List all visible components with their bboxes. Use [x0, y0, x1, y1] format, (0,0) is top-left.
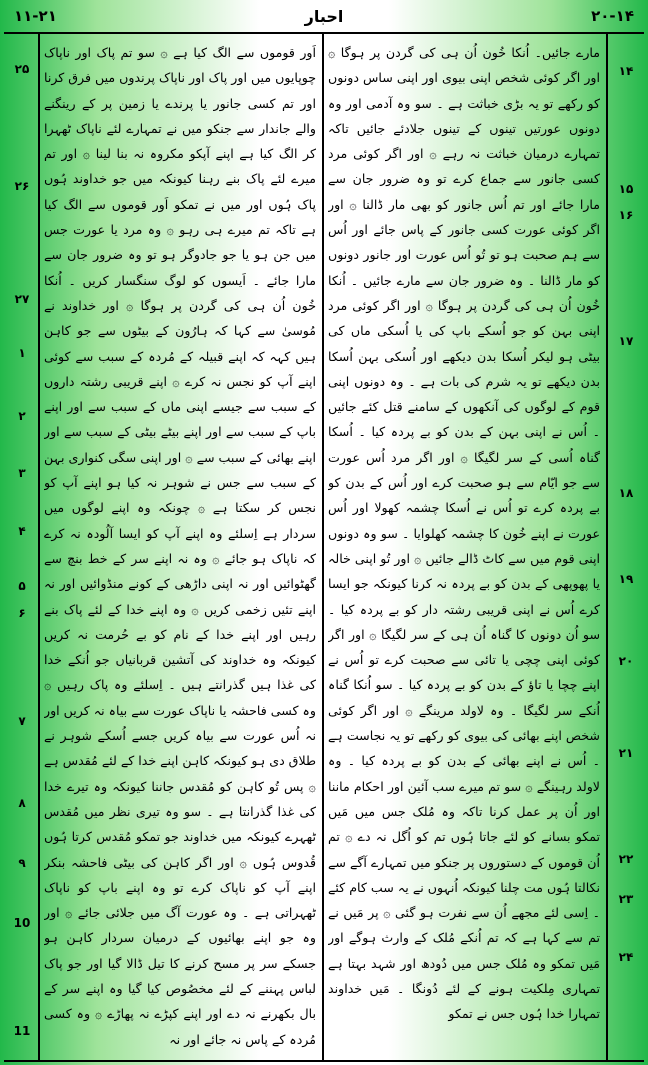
verse-text: اور اگر کوئی شخص اپنے بھائی کی بیوی کو رکھے تو یہ نجاست ہے ۔ اُس نے اپنے بھائی کے بدن کو بے پردہ کیا ۔ وہ لاولد رہینگے ۞ [328, 702, 600, 794]
right-chapter-reference: ۲۰-۱۴ [591, 7, 634, 25]
right-text-column [328, 40, 600, 1058]
verse-number: ۸ [18, 796, 26, 810]
verse-text: اور خداوند نے مُوسیٰ سے کہا کہ ہارُون کے بیٹوں سے جو کاہن ہیں کہہ کہ اپنے قبیلہ کے مُردہ کے سبب سے کوئی اپنے آپ کو نجس نہ کرے ۞ [44, 297, 316, 389]
verse-number: ۱۵ [618, 182, 634, 196]
verse-number: ۱۴ [618, 64, 634, 78]
verse-number: ۱۷ [618, 334, 634, 348]
verse-number: ۲۲ [618, 852, 634, 866]
verse-number: ۷ [18, 714, 26, 728]
verse-text: سو تم میرے سب آئین اور احکام ماننا اور اُن پر عمل کرنا تاکہ وہ مُلک جس میں مَیں تمکو بسانے کو لئے جاتا ہُوں تم کو اُگل نہ دے ۞ [328, 778, 600, 845]
book-title: احبار [304, 6, 344, 26]
verse-text: اور تم میرے لئے پاک بنے رہنا کیونکہ میں جو خداوند ہُوں پاک ہُوں اور میں نے تمکو اَور قوموں سے الگ کیا ہے تاکہ تم میرے ہی رہو ۞ [44, 146, 316, 238]
verse-text: اور وہ جو اپنے بھائیوں کے درمیان سردار کاہن ہو جسکے سر پر مسح کرنے کا تیل ڈالا گیا اور جو پاک لباس پہننے کے لئے مخصُوص کیا گیا وہ اپنے سر کے بال بکھرنے نہ دے اور اپنے کپڑے نہ پھاڑے ۞ [44, 905, 316, 1022]
verse-number: ۶ [18, 606, 26, 620]
left-verse-number-margin [4, 34, 40, 1062]
verse-text: وہ نہ اپنے سر کے خط بنچ سے گھٹوائیں اور نہ اپنی داڑھی کے کونے منڈوائیں اور نہ اپنے تئیں زخمی کریں ۞ [44, 550, 316, 617]
verse-number: ۲۶ [14, 179, 30, 193]
verse-number: 10 [13, 916, 31, 930]
verse-text: تم اُن قوموں کے دستوروں پر جنکو میں تمہارے آگے سے نکالتا ہُوں مت چلنا کیونکہ اُنہوں نے یہ سب کام کئے ۔ اِسی لئے مجھے اُن سے نفرت ہو گئی ۞ [328, 829, 600, 921]
verse-text: پر مَیں نے تم سے کہا ہے کہ تم اُنکے مُلک کے وارث ہوگے اور مَیں تمکو وہ مُلک جس میں دُودھ اور شہد بہتا ہے تمہاری مِلکیت ہونے کے لئے دُونگا ۔ مَیں خداوند تمہارا خدا ہُوں جس نے تمکو [328, 905, 600, 1022]
verse-number: ۲۱ [618, 746, 634, 760]
verse-number: ۲۷ [14, 292, 30, 306]
verse-text: اَور قوموں سے الگ کیا ہے ۞ سو تم پاک اور ناپاک چوپایوں میں اور پاک اور ناپاک پرندوں میں فرق کرنا اور تم کسی جانور یا پرندے یا زمین پر کے رینگنے والے جاندار سے جنکو میں نے تمہارے لئے ناپاک ٹھہرا کر الگ کیا ہے اپنے آپکو مکروہ نہ بنا لینا ۞ [44, 45, 316, 162]
verse-text: اور اگر کوئی مرد کسی جانور سے جماع کرے تو وہ ضرور جان سے مارا جائے اور تم اُس جانور کو بھی مار ڈالنا ۞ اور اگر کوئی عورت کسی جانور کے پاس جائے اور اُس سے ہم صحبت ہو تو تُو اُس عورت اور جانور دونوں کو مار ڈالنا ۔ وہ ضرور جان سے مارے جائیں ۔ اُنکا خُون اُن ہی کی گردن پر ہوگا ۞ [328, 146, 600, 313]
verse-number: ۹ [18, 856, 26, 870]
verse-number: ۲۵ [14, 62, 30, 76]
verse-text: پس تُو کاہن کو مُقدس جاننا کیونکہ وہ تیرے خدا کی غذا گذرانتا ہے ۔ سو وہ تیری نظر میں مُقدس ٹھہرے کیونکہ میں خداوند جو تمکو مُقدس کرتا ہُوں قُدوس ہُوں ۞ [44, 778, 316, 870]
page-header [0, 0, 648, 32]
verse-number: ۲۰ [618, 654, 634, 668]
verse-text: اپنے قریبی رشتہ داروں کے سبب سے جیسے اپنی ماں کے سبب سے اور اپنے باپ کے سبب سے اور اپنے بیٹے بیٹی کے سبب سے اور اپنے بھائی کے سبب سے ۞ [44, 373, 316, 465]
verse-text: اور تُو اپنی خالہ یا پھوپھی کے بدن کو بے پردہ نہ کرنا کیونکہ جو ایسا کرے اُس نے اپنی قریبی رشتہ دار کو بے پردہ کیا ۔ سو اُن دونوں کا گناہ اُن ہی کے سر لگیگا ۞ [328, 550, 600, 642]
verse-number: ۳ [18, 466, 26, 480]
center-rule [322, 34, 324, 1060]
verse-text: اور اگر کاہن کی بیٹی فاحشہ بنکر اپنے آپ کو ناپاک کرے تو وہ اپنے باپ کو ناپاک ٹھہراتی ہے ۔ وہ عورت آگ میں جلائی جائے ۞ [44, 854, 316, 921]
verse-text: چونکہ وہ اپنے لوگوں میں سردار ہے اِسلئے وہ اپنے آپ کو ایسا آلُودہ نہ کرے کہ ناپاک ہو جائے ۞ [44, 500, 316, 566]
verse-number: 11 [13, 1024, 31, 1038]
verse-text: اور اگر کوئی مرد اپنی بہن کو جو اُسکے باپ کی یا اُسکی ماں کی بیٹی ہو لیکر اُسکا بدن دیکھے اور اُسکی بہن اُسکا بدن دیکھے تو یہ شرم کی بات ہے ۔ وہ دونوں اپنی قوم کے لوگوں کی آنکھوں کے سامنے قتل کئے جائیں ۔ اُس نے اپنی بہن کے بدن کو بے پردہ کیا ۔ اُسکا گناہ اُسی کے سر لگیگا ۞ [328, 297, 600, 465]
text-frame [4, 32, 644, 1062]
verse-text: وہ مرد یا عورت جس میں جن ہو یا جو جادوگر ہو تو وہ ضرور جان سے مارا جائے ۔ اَیسوں کو لوگ سنگسار کریں ۔ اُنکا خُون اُن ہی کی گردن پر ہوگا ۞ [44, 222, 316, 313]
verse-text: مارے جائیں۔ اُنکا خُون اُن ہی کی گردن پر ہوگا ۞ اور اگر کوئی شخص اپنی بیوی اور اپنی ساس دونوں کو رکھے تو یہ بڑی خباثت ہے ۔ سو وہ آدمی اور وہ دونوں عورتیں تینوں کے تینوں جلادئے جائیں تاکہ تمہارے درمیان خباثت نہ رہے ۞ [328, 45, 600, 162]
verse-number: ۱۶ [618, 208, 634, 222]
left-chapter-reference: ۱۱-۲۱ [14, 7, 57, 25]
left-text-column [44, 40, 316, 1058]
verse-text: اور اپنی سگی کنواری بہن کے سبب سے جس نے شوہر نہ کیا ہو اپنے آپ کو نجس کر سکتا ہے ۞ [44, 449, 316, 516]
verse-number: ۱۸ [618, 486, 634, 500]
verse-number: ۲۳ [618, 892, 634, 906]
verse-number: ۲ [18, 409, 26, 423]
verse-text: وہ کسی فاحشہ یا ناپاک عورت سے بیاہ نہ کریں اور نہ اُس عورت سے بیاہ کریں جسے اُسکے شوہر نے طلاق دی ہو کیونکہ کاہن اپنے خدا کے لئے مُقدس ہے ۞ [44, 702, 316, 794]
verse-text: اور اگر کوئی اپنی چچی یا تائی سے صحبت کرے تو اُس نے اپنے چچا یا تاؤ کے بدن کو بے پردہ کیا ۔ سو اُنکا گناہ اُنکے سر لگیگا ۔ وہ لاولد مرینگے ۞ [328, 626, 600, 718]
verse-number: ۲۴ [618, 950, 634, 964]
verse-text: اور اگر مرد اُس عورت سے جو ایّام سے ہو صحبت کرے اور اُس کے بدن کو بے پردہ کرے تو اُس نے اُسکا چشمہ کھولا اور اُس عورت نے اپنے خُون کا چشمہ کھلوایا ۔ سو وہ دونوں اپنی قوم میں سے کاٹ ڈالے جائیں ۞ [328, 449, 600, 566]
verse-text: وہ کسی مُردہ کے پاس نہ جائے اور نہ [44, 1006, 316, 1047]
verse-number: ۴ [18, 524, 26, 538]
right-verse-number-margin [608, 34, 644, 1062]
verse-number: ۱ [18, 346, 26, 360]
verse-text: وہ اپنے خدا کے لئے پاک بنے رہیں اور اپنے خدا کے نام کو بے حُرمت نہ کریں کیونکہ وہ خداوند کی آتشین قربانیاں جو اُنکے خدا کی غذا ہیں گذرانتے ہیں ۔ اِسلئے وہ پاک رہیں ۞ [44, 601, 316, 693]
verse-number: ۵ [18, 579, 26, 593]
verse-number: ۱۹ [618, 572, 634, 586]
